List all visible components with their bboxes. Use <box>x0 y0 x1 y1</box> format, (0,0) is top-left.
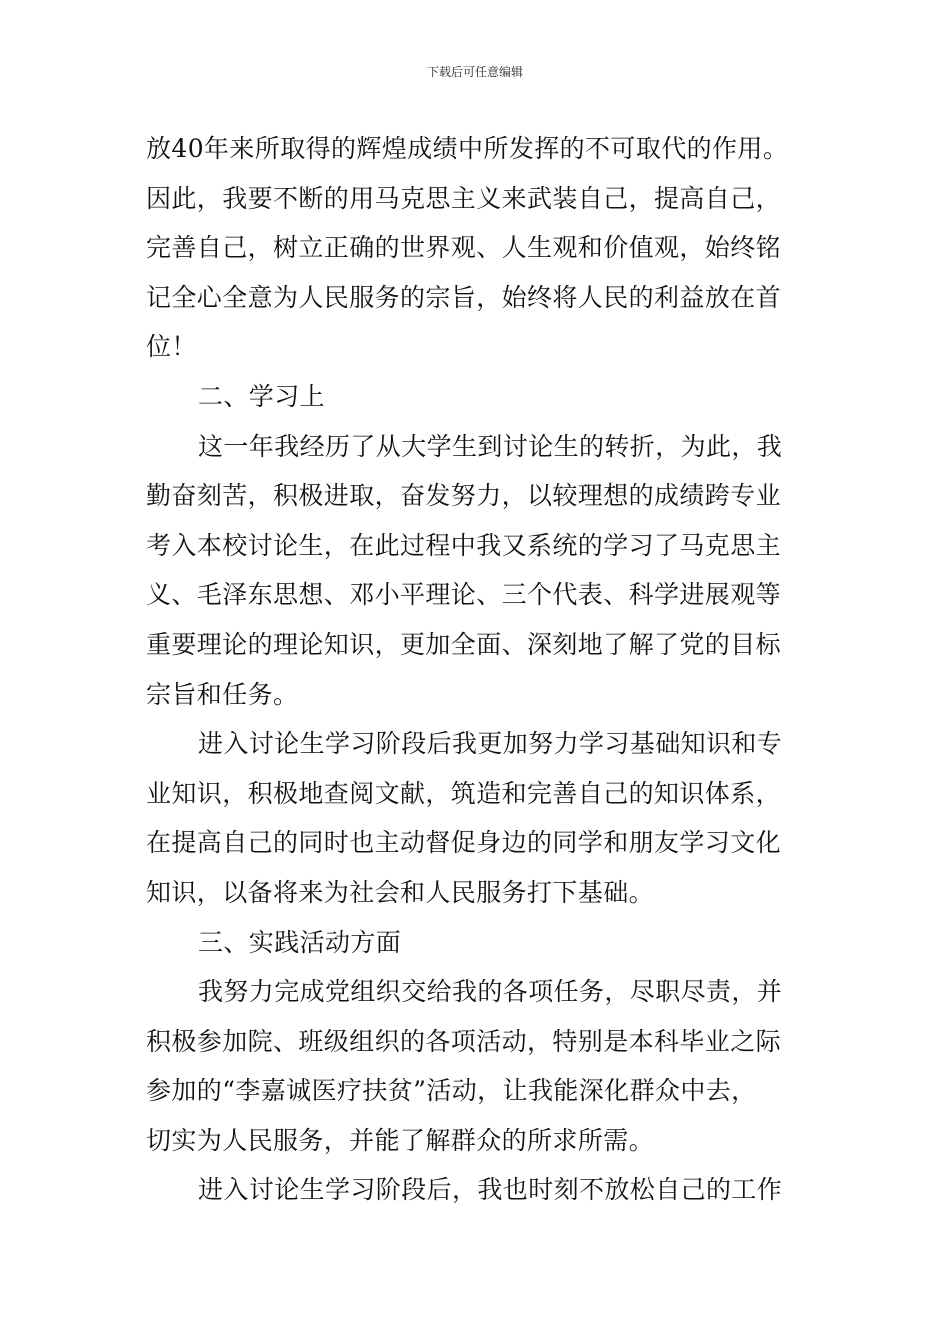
text-line: 位！ <box>146 332 197 362</box>
text-line: 记全心全意为人民服务的宗旨，始终将人民的利益放在首 <box>146 282 782 312</box>
text-line: 勤奋刻苦，积极进取，奋发努力，以较理想的成绩跨专业 <box>146 481 782 511</box>
text-line: 在提高自己的同时也主动督促身边的同学和朋友学习文化 <box>146 828 782 858</box>
text-line: 重要理论的理论知识，更加全面、深刻地了解了党的目标 <box>146 629 782 659</box>
text-line: 切实为人民服务，并能了解群众的所求所需。 <box>146 1125 655 1155</box>
text-line: 进入讨论生学习阶段后，我也时刻不放松自己的工作 <box>198 1175 783 1205</box>
text-line: 我努力完成党组织交给我的各项任务，尽职尽责，并 <box>198 977 783 1007</box>
text-line: 完善自己，树立正确的世界观、人生观和价值观，始终铭 <box>146 233 782 263</box>
text-line: 进入讨论生学习阶段后我更加努力学习基础知识和专 <box>198 729 783 759</box>
text-line: 这一年我经历了从大学生到讨论生的转折，为此，我 <box>198 431 783 461</box>
text-line: 放40年来所取得的辉煌成绩中所发挥的不可取代的作用。 <box>146 134 789 163</box>
text-line: 参加的“李嘉诚医疗扶贫”活动，让我能深化群众中去， <box>146 1076 757 1106</box>
document-body <box>146 124 808 1215</box>
text-line: 义、毛泽东思想、邓小平理论、三个代表、科学进展观等 <box>146 580 782 610</box>
section-heading: 二、学习上 <box>198 381 326 411</box>
text-line: 因此，我要不断的用马克思主义来武装自己，提高自己， <box>146 183 782 213</box>
text-line: 宗旨和任务。 <box>146 679 299 709</box>
text-line: 考入本校讨论生，在此过程中我又系统的学习了马克思主 <box>146 530 782 560</box>
page-header: 下载后可任意编辑 <box>426 65 523 79</box>
text-line: 业知识，积极地查阅文献，筑造和完善自己的知识体系， <box>146 778 782 808</box>
section-heading: 三、实践活动方面 <box>198 927 402 957</box>
text-line: 知识，以备将来为社会和人民服务打下基础。 <box>146 877 655 907</box>
text-line: 积极参加院、班级组织的各项活动，特别是本科毕业之际 <box>146 1026 782 1056</box>
